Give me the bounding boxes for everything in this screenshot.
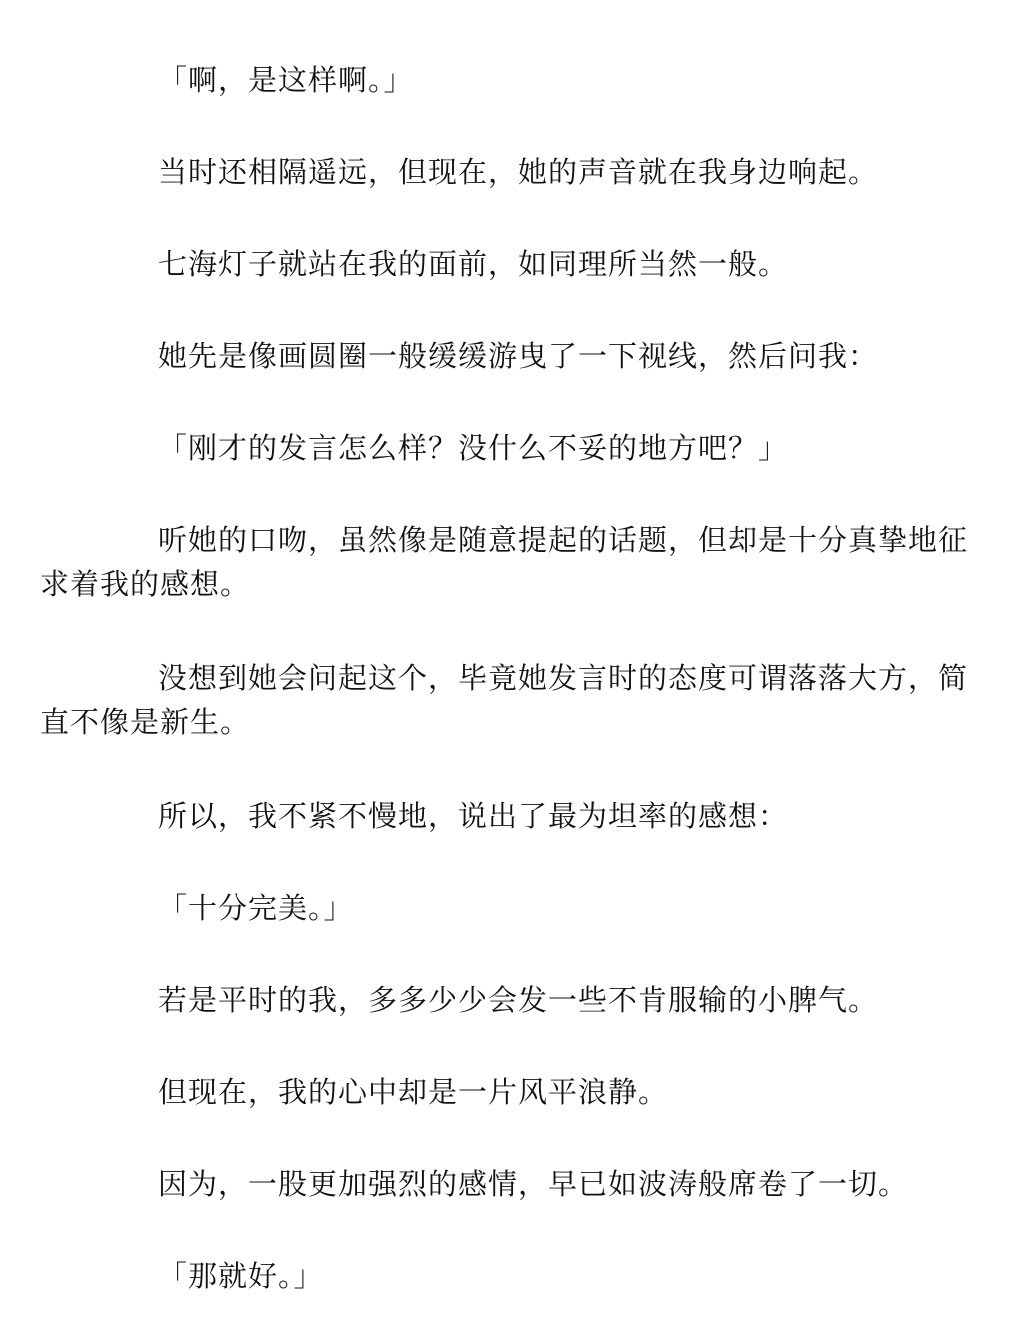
paragraph-1: 「啊，是这样啊。」	[158, 63, 414, 97]
paragraph-10: 若是平时的我，多多少少会发一些不肯服输的小脾气。	[158, 983, 879, 1017]
paragraph-13: 「那就好。」	[158, 1259, 324, 1293]
paragraph-5: 「刚才的发言怎么样？没什么不妥的地方吧？」	[158, 431, 789, 465]
paragraph-7: 没想到她会问起这个，毕竟她发言时的态度可谓落落大方，简直不像是新生。	[40, 661, 969, 739]
paragraph-6: 听她的口吻，虽然像是随意提起的话题，但却是十分真挚地征求着我的感想。	[40, 523, 969, 601]
paragraph-12: 因为，一股更加强烈的感情，早已如波涛般席卷了一切。	[158, 1167, 909, 1201]
paragraph-4: 她先是像画圆圈一般缓缓游曳了一下视线，然后问我：	[158, 339, 879, 373]
paragraph-3: 七海灯子就站在我的面前，如同理所当然一般。	[158, 247, 789, 281]
paragraph-9: 「十分完美。」	[158, 891, 354, 925]
paragraph-8: 所以，我不紧不慢地，说出了最为坦率的感想：	[158, 799, 789, 833]
paragraph-2: 当时还相隔遥远，但现在，她的声音就在我身边响起。	[158, 155, 879, 189]
paragraph-11: 但现在，我的心中却是一片风平浪静。	[158, 1075, 669, 1109]
